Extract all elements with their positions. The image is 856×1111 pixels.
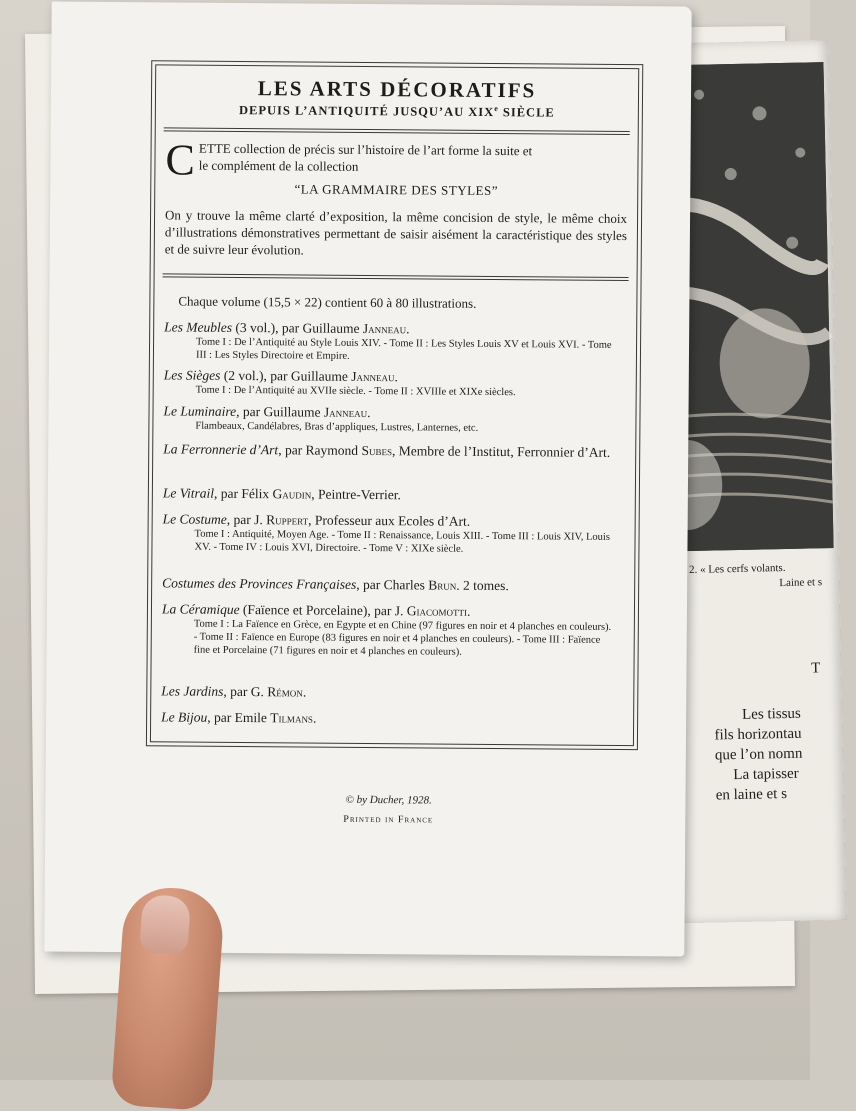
entry-ceramique-tomes: Tome I : La Faïence en Grèce, en Egypte et en Chine (97 figures en noir et 4 planches en couleurs). - Tome II : Faïence en Europe (83 figures en noir et 4 planches en couleurs). - Tome III : Faïence fine et Porcelaine (71 figures en noir et 4 planches en couleurs). [193,618,612,658]
entry-sieges: Les Sièges (2 vol.), par Guillaume Janneau. Tome I : De l’Antiquité au XVIIe siècle. - Tome II : XVIIIe et XIXe siècles. [164,367,616,400]
plate-caption [689,560,850,593]
entry-luminaire-tomes: Flambeaux, Candélabres, Bras d’appliques, Lustres, Lanternes, etc. [195,420,479,434]
right-text-line-4: La tapisser [733,765,799,784]
left-page [44,2,691,957]
entry-costumes-provinces: Costumes des Provinces Françaises, par Charles Brun. 2 tomes. [162,575,509,594]
collection-name: “LA GRAMMAIRE DES STYLES” [294,181,499,199]
entry-jardins: Les Jardins, par G. Rémon. [161,683,307,700]
intro-line-1: ETTE collection de précis sur l’histoire de l’art forme la suite et [198,140,533,159]
catalog-frame [146,60,643,750]
entry-bijou: Le Bijou, par Emile Tilmans. [161,709,317,726]
entry-vitrail: Le Vitrail, par Félix Gaudin, Peintre-Verrier. [162,485,401,503]
entry-ceramique: La Céramique (Faïence et Porcelaine), par J. Giacomotti. Tome I : La Faïence en Grèce, en Egypte et en Chine (97 figures en noir et 4 planches en couleurs). - Tome II : Faïence en Europe (83 figures en noir et 4 planches en couleurs). - Tome III : Faïence fine et Porcelaine (71 figures en noir et 4 planches en couleurs). [162,601,614,660]
entry-luminaire: Le Luminaire, par Guillaume Janneau. Flambeaux, Candélabres, Bras d’appliques, Lustres, Lanternes, etc. [163,403,615,436]
intro-paragraph: On y trouve la même clarté d’exposition, la même concision de style, le même choix d’illustrations démonstratives permettant de saisir aisément la caractéristique des styles et de suivre leur évolution. [164,207,628,258]
right-text-line-1: Les tissus [741,705,801,723]
caption-line-2: Laine et s [779,576,823,590]
printed-in-france: Printed in France [343,813,434,826]
right-text-initial: T [810,660,821,677]
caption-line-1: 2. « Les cerfs volants. [688,561,786,576]
entry-meubles: Les Meubles (3 vol.), par Guillaume Janneau. Tome I : De l’Antiquité au Style Louis XIV. - Tome II : Les Styles Louis XV et Louis XVI. - Tome III : Les Styles Directoire et Empire. [164,319,616,365]
intro-block [164,135,628,261]
entry-costume: Le Costume, par J. Ruppert, Professeur aux Ecoles d’Art. Tome I : Antiquité, Moyen Age. - Tome II : Renaissance, Louis XIII. - Tome III : Louis XIV, Louis XV. - Tome IV : Louis XVI, Directoire. - Tome V : XIXe siècle. [162,511,614,557]
entry-costume-tomes: Tome I : Antiquité, Moyen Age. - Tome II : Renaissance, Louis XIII. - Tome III : Louis XIV, Louis XV. - Tome IV : Louis XVI, Directoire. - Tome V : XIXe siècle. [194,528,610,555]
right-text-line-3: que l’on nomn [714,745,803,764]
entry-meubles-tomes: Tome I : De l’Antiquité au Style Louis XIV. - Tome II : Les Styles Louis XV et Louis XVI. - Tome III : Les Styles Directoire et Empire. [195,336,612,362]
copyright-notice: © by Ducher, 1928. [345,793,432,807]
entry-sieges-tomes: Tome I : De l’Antiquité au XVIIe siècle. - Tome II : XVIIIe et XIXe siècles. [195,384,516,399]
page-subtitle: DEPUIS L’ANTIQUITÉ JUSQU’AU XIXe SIÈCLE [238,103,555,120]
fingernail-image [139,894,191,955]
page-title: LES ARTS DÉCORATIFS [257,76,537,103]
entry-ferronnerie: La Ferronnerie d’Art, par Raymond Subes, Membre de l’Institut, Ferronnier d’Art. [163,441,611,460]
intro-line-2: le complément de la collection [198,157,359,174]
volume-info: Chaque volume (15,5 × 22) contient 60 à 80 illustrations. [178,293,477,311]
right-text-line-2: fils horizontau [714,725,802,744]
drop-cap: C [165,135,196,185]
right-text-line-5: en laine et s [715,785,788,804]
finger-image [110,885,225,1111]
